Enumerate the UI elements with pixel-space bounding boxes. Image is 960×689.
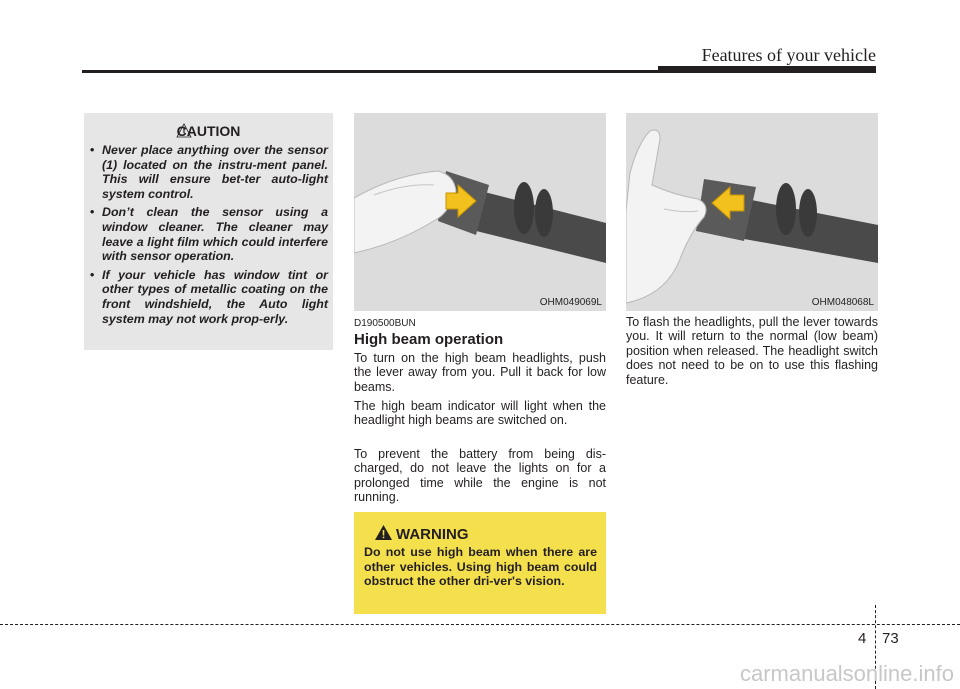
caution-item-text: If your vehicle has window tint or other types of metallic coating on the front windshield, the Auto light system may not work prop-erly. [102,267,328,326]
caution-list [90,143,328,330]
header-rule-thick [658,66,876,72]
lever-push-illustration [354,113,606,311]
watermark: carmanualsonline.info [739,661,954,686]
chapter-number: 4 [858,630,867,647]
figure-caption: OHM049069L [539,297,602,308]
bullet-icon: • [90,205,95,220]
caution-item-text: Never place anything over the sensor (1) located on the instru-ment panel. This will ensure bet-ter auto-light system control. [102,143,328,201]
section-code: D190500BUN [354,318,416,329]
caution-box [84,113,333,350]
body-paragraph: To prevent the battery from being dis-charged, do not leave the lights on for a prolonged time while the engine is not running. [354,447,606,505]
body-paragraph: The high beam indicator will light when the headlight high beams are switched on. [354,399,606,428]
warning-box [354,512,606,614]
footer-rule [0,624,960,625]
bullet-icon: • [90,143,95,157]
flash-paragraph: To flash the headlights, pull the lever towards you. It will return to the normal (low beam) position when released. The headlight switch does not need to be on to use this flashing feature. [626,315,878,387]
caution-item [90,143,328,201]
caution-item [90,268,328,326]
figure-flash [626,113,878,311]
figure-high-beam-push [354,113,606,311]
caution-item-text: Don’t clean the sensor using a window cleaner. The cleaner may leave a light film which could interfere with sensor operation. [102,205,328,264]
section-heading: High beam operation [354,331,504,348]
figure-caption: OHM048068L [811,297,874,308]
caution-title: CAUTION [176,123,241,139]
lever-flash-illustration [626,113,878,311]
warning-triangle-icon [374,524,393,541]
page-number: 73 [882,630,899,647]
header-title: Features of your vehicle [701,45,876,65]
warning-title: WARNING [396,526,469,543]
bullet-icon: • [90,267,95,282]
body-paragraph: To turn on the high beam headlights, push the lever away from you. Pull it back for low beams. [354,351,606,394]
caution-item [90,205,328,263]
warning-text: Do not use high beam when there are other vehicles. Using high beam could obstruct the other dri-ver's vision. [364,545,597,589]
